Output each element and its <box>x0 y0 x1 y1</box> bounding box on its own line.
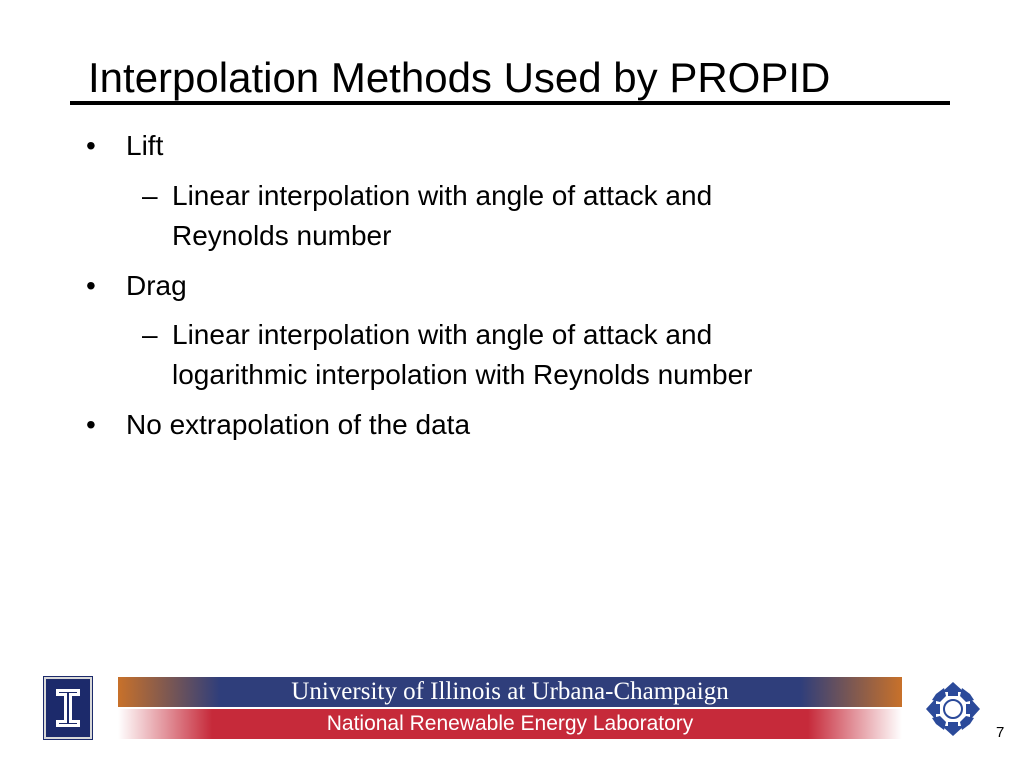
bullet-marker: • <box>86 130 96 161</box>
sub-bullet-line: Linear interpolation with angle of attack and <box>172 319 713 350</box>
nrel-logo-icon <box>918 674 988 744</box>
sub-bullet-line: logarithmic interpolation with Reynolds number <box>172 359 753 390</box>
laboratory-banner <box>118 709 902 739</box>
bullet-item-drag <box>86 266 187 306</box>
bullet-item-lift <box>86 126 163 166</box>
slide-title: Interpolation Methods Used by PROPID <box>88 54 831 101</box>
sub-bullet-line: Linear interpolation with angle of attack and <box>172 180 713 211</box>
university-banner <box>118 677 902 707</box>
sub-bullet-drag-interpolation <box>142 315 753 395</box>
sub-bullet-marker: – <box>142 180 158 211</box>
bullet-marker: • <box>86 270 96 301</box>
bullet-item-no-extrapolation <box>86 405 470 445</box>
laboratory-name: National Renewable Energy Laboratory <box>326 712 694 735</box>
sub-bullet-line: Reynolds number <box>172 220 392 251</box>
page-number: 7 <box>996 724 1005 741</box>
sub-bullet-lift-interpolation <box>142 176 712 256</box>
sub-bullet-marker: – <box>142 319 158 350</box>
university-name: University of Illinois at Urbana-Champaign <box>291 678 729 705</box>
bullet-text: No extrapolation of the data <box>126 409 471 440</box>
bullet-text: Drag <box>126 270 187 301</box>
bullet-marker: • <box>86 409 96 440</box>
illinois-i-logo-icon <box>44 677 92 739</box>
bullet-text: Lift <box>126 130 164 161</box>
